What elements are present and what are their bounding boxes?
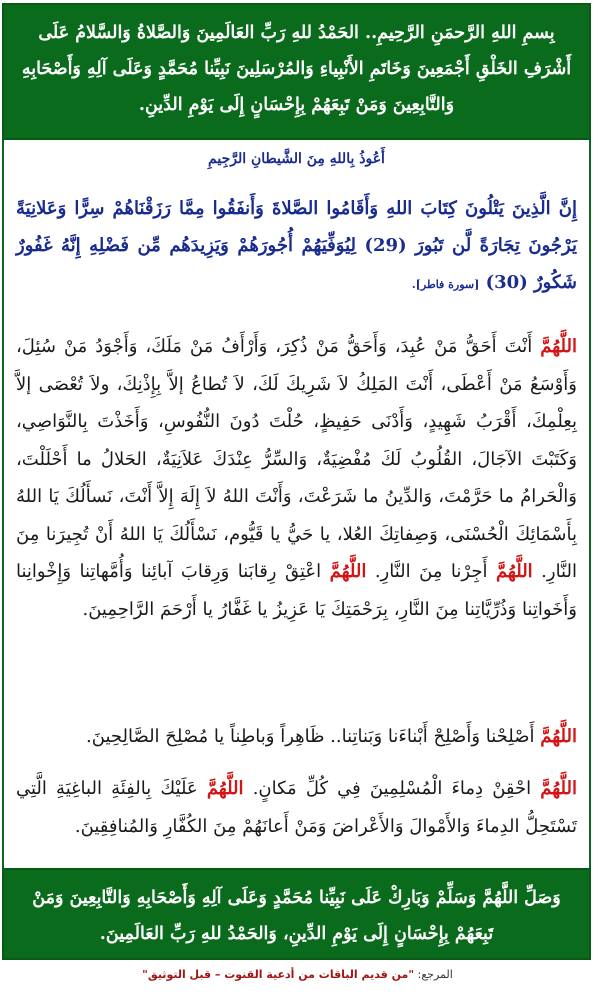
source-reference [0,966,595,984]
dua-paragraph-2 [16,718,577,756]
dua-paragraph-1 [16,328,577,628]
closing-salawat-text: وَصَلِّ اللَّهُمَّ وَسَلِّمْ وَبَارِكْ عَلَى نَبِيِّنا مُحَمَّدٍ وَعَلَى آلِهِ وَأَصْحَابِهِ وَالتَّابِعِينَ وَمَنْ تَبِعَهُمْ بِإِحْسَانٍ إِلَى يَوْمِ الدِّينِ، وَالحَمْدُ للهِ رَبِّ العَالَمِينَ. [32,888,561,944]
dua-lead-word: اللَّهُمَّ [495,561,533,582]
dua-lead-word: اللَّهُمَّ [540,726,577,747]
dua-text: اعْتِقْ رِقابَنا وَرِقابَ آبائِنا وَأُمَّهاتِنا وَإِخْوانِنا وَأَخَواتِنا وَذُرِّيَّاتِنا مِنَ النَّارِ، بِرَحْمَتِكَ يَا عَزِيزُ يا غَفَّارُ يا أَرْحَمَ الرَّاحِمِينَ. [16,561,577,620]
main-content [2,140,591,868]
opening-praise-text: بِسمِ اللهِ الرَّحمَنِ الرَّحِيمِ.. الحَمْدُ للهِ رَبِّ العَالَمِينَ وَالصَّلاةُ وَالسَّلامُ عَلَى أَشْرَفِ الخَلْقِ أَجْمَعِينَ وَخَاتَمِ الأَنْبِياءِ وَالمُرْسَلِينَ نَبِيِّنا مُحَمَّدٍ وَعَلَى آلِهِ وَأَصْحَابِهِ وَالتَّابِعِينَ وَمَنْ تَبِعَهُمْ بِإِحْسَانٍ إِلَى يَوْمِ الدِّينِ. [21,23,572,115]
dua-paragraph-3 [16,770,577,845]
dua-lead-word: اللَّهُمَّ [329,561,367,582]
dua-text: أَجِرْنا مِنَ النَّارِ. [374,561,488,582]
quran-verse [16,190,577,303]
closing-salawat-box [2,868,591,960]
opening-praise-box [2,3,591,140]
dua-text: أَصْلِحْنا وَأَصْلِحْ أَبْناءَنا وَبَناتِنا.. ظَاهِراً وَباطِناً يا مُصْلِحَ الصَّالِحِينَ. [86,726,535,747]
source-title: "من قديم الباقات من أدعية القنوت – قبل التوثيق" [142,968,415,981]
verse-text: إِنَّ الَّذِينَ يَتْلُونَ كِتَابَ اللهِ وَأَقَامُوا الصَّلاةَ وَأَنفَقُوا مِمَّا رَزَقْنَاهُمْ سِرًّا وَعَلانِيَةً يَرْجُونَ تِجَارَةً لَّن تَبُورَ (29) لِيُوَفِّيَهُمْ أُجُورَهُمْ وَيَزِيدَهُم مِّن فَضْلِهِ إِنَّهُ غَفُورٌ شَكُورٌ (30) [16,198,577,293]
source-label: المرجع: [417,968,453,981]
dua-lead-word: اللَّهُمَّ [540,778,577,799]
dua-text: عَلَيْكَ بِالفِئَةِ الباغِيَةِ الَّتِي تَسْتَحِلُّ الدِماءَ وَالأَمْوالَ وَالأَعْراضَ وَمَنْ أَعانَهُمْ مِنَ الكُفَّارِ وَالمُنافِقِينَ. [16,778,577,837]
istiadha-line: أَعُوذُ بِاللهِ مِنَ الشَّيطانِ الرَّجِيمِ [208,151,385,167]
dua-lead-word: اللَّهُمَّ [540,336,577,357]
dua-lead-word: اللَّهُمَّ [206,778,244,799]
verse-reference: [سورة فاطر]. [411,278,480,291]
dua-text: أَنْتَ أَحَقُّ مَنْ عُبِدَ، وَأَحَقُّ مَنْ ذُكِرَ، وَأَرْأَفُ مَنْ مَلَكَ، وَأَجْوَدُ مَنْ سُئِلَ، وَأَوْسَعُ مَنْ أَعْطَى، أَنْتَ المَلِكُ لاَ شَرِيكَ لَكَ، لاَ تُطاعُ إلاَّ بِإِذْنِكَ، ولاَ تُعْصَى إلاَّ بِعِلْمِكَ، أَقْرَبُ شَهِيدٍ، وَأَدْنَى حَفِيظٍ، حُلْتَ دُونَ النُّفُوسِ، وَأَخَذْتَ بِالنَّوَاصِي، وَكَتَبْتَ الآجَالَ، القُلُوبُ لَكَ مُفْضِيَةٌ، وَالسِّرُّ عِنْدَكَ عَلاَنِيَةٌ، الحَلالُ ما أَحْلَلْتَ، وَالْحَرامُ ما حَرَّمْتَ، وَالدِّينُ ما شَرَعْتَ، وَأَنْتَ اللهُ لاَ إِلَهَ إِلاَّ أَنْتَ، نَسأَلُكَ يَا اللهُ بِأَسْمَائِكَ الْحُسْنَى، وَصِفاتِكَ العُلا، يا حَيُّ يا قَيُّوم، نَسْأَلُكَ يَا اللهُ أَنْ تُجِيرَنا مِنَ النَّارِ. [16,336,577,582]
dua-text: احْقِنْ دِماءَ الْمُسْلِمِينَ فِي كُلِّ مَكانٍ. [252,778,532,799]
